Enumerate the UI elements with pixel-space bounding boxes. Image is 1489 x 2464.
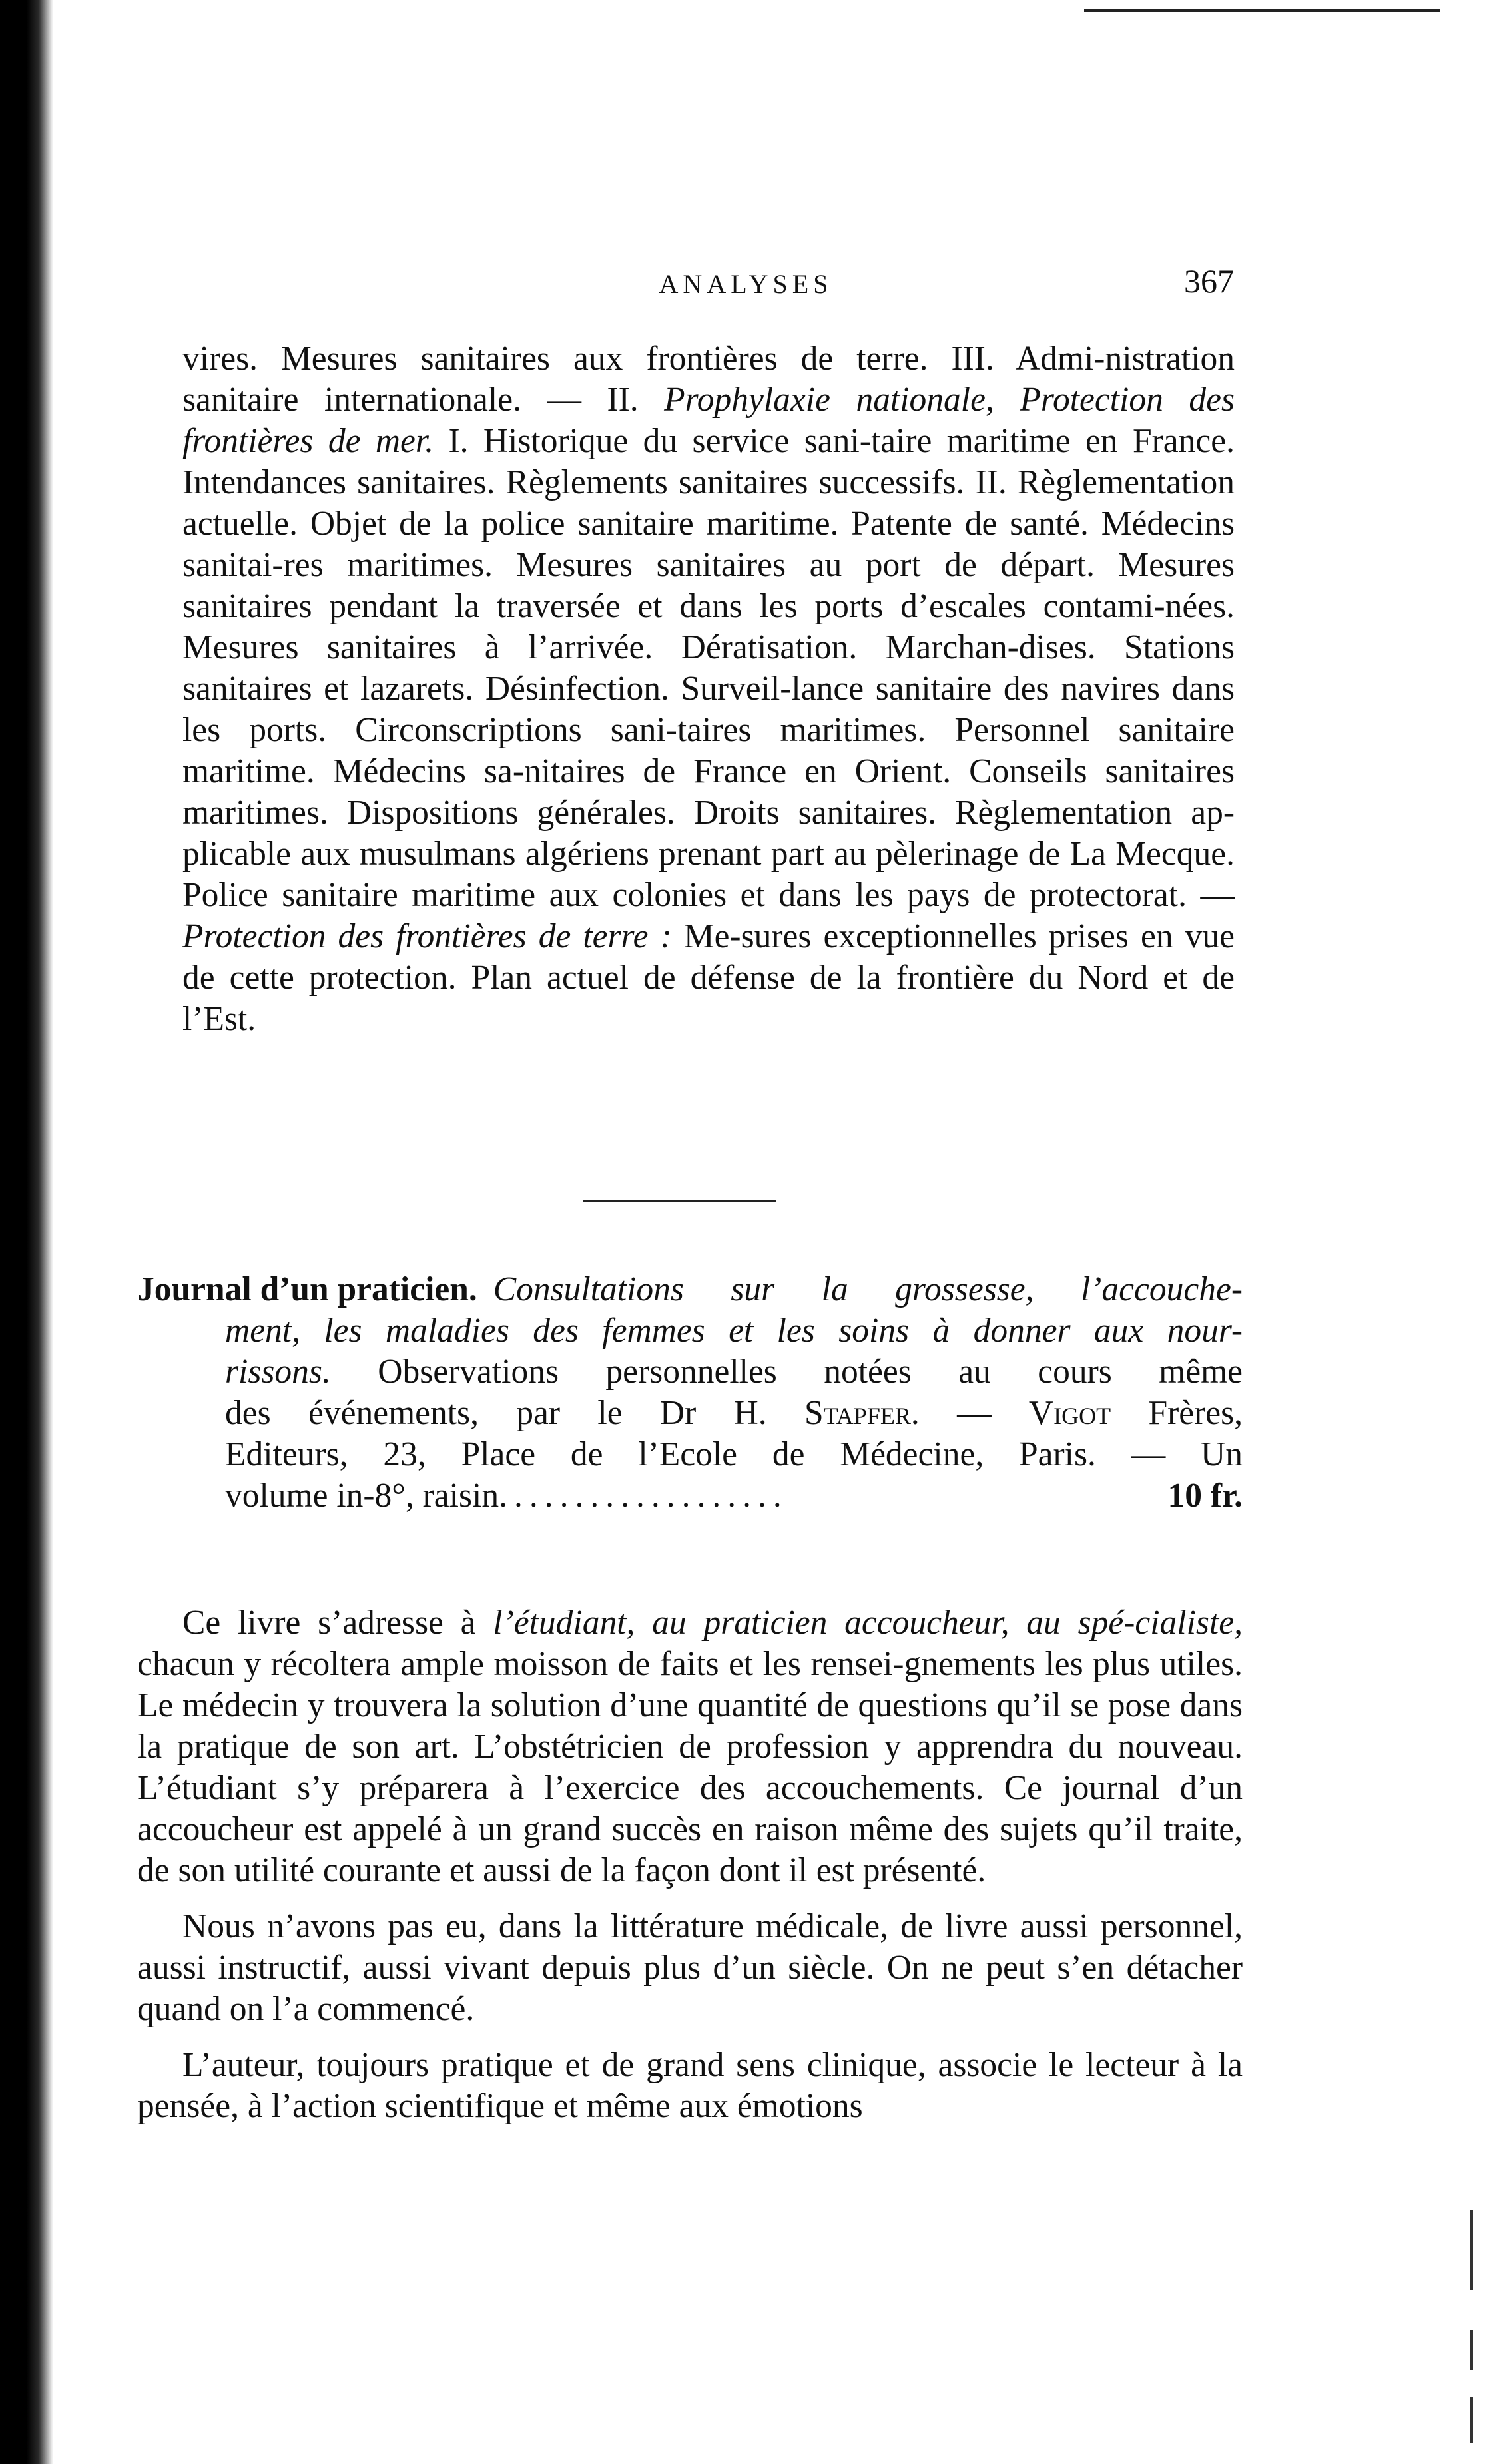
text-run: Observations personnelles notées au cours même [330, 1353, 1243, 1391]
text-run: volume in-8°, raisin [225, 1477, 499, 1515]
entry-line [225, 1352, 1243, 1393]
text-run: des événements, par le Dr H. [225, 1394, 805, 1432]
contents-paragraph [182, 338, 1235, 1040]
italic-run: Consultations sur la grossesse, l’accouche- [493, 1270, 1243, 1308]
italic-run: Protection des frontières de terre : [182, 917, 672, 955]
entry-price-line [225, 1475, 1243, 1517]
italic-run: rissons. [225, 1353, 331, 1391]
review-paragraph [137, 1906, 1243, 2030]
text-run: Me-sures exceptionnelles prises en vue de cette protection. Plan actuel de défense de la frontière du Nord et de l’Est. [182, 917, 1235, 1038]
page-number: 367 [1184, 262, 1234, 300]
review-paragraph [137, 2045, 1243, 2127]
review-text [137, 1602, 1243, 2142]
text-run: Ce livre s’adresse à [182, 1604, 493, 1642]
italic-run: l’étudiant, au praticien accoucheur, au spé-cialiste, [493, 1604, 1243, 1642]
running-head: ANALYSES [659, 269, 833, 299]
entry-subtitle-line [493, 1269, 1243, 1310]
publisher-name: Vigot [1028, 1394, 1111, 1432]
book-spine-shadow [0, 0, 53, 2464]
italic-run: Prophylaxie nationale, Protection des frontières de mer. [182, 381, 1235, 460]
italic-run: ment, les maladies des femmes et les soins à donner aux nour- [225, 1312, 1243, 1350]
top-edge-rule [1084, 9, 1440, 12]
text-run: L’auteur, toujours pratique et de grand sens clinique, associe le lecteur à la pensée, à l’action scientifique et même aux émotions [137, 2046, 1243, 2125]
text-run: I. Historique du service sani-taire maritime en France. Intendances sanitaires. Règlements sanitaires successifs. II. Règlementation actuelle. Objet de la police sanitaire maritime. Patente de santé. Médecins sanitai-res maritimes. Mesures sanitaires au port de départ. Mesures sanitaires pendant la traversée et dans les ports d’escales contami-nées. Mesures sanitaires à l’arrivée. Dératisation. Marchan-dises. Stations sanitaires et lazarets. Désinfection. Surveil-lance sanitaire des navires dans les ports. Circonscriptions sani-taires maritimes. Personnel sanitaire maritime. Médecins sa-nitaires de France en Orient. Conseils sanitaires maritimes. Dispositions générales. Droits sanitaires. Règlementation ap-plicable aux musulmans algériens prenant part au pèlerinage de La Mecque. Police sanitaire maritime aux colonies et dans les pays de protectorat. — [182, 422, 1235, 914]
entry-line [225, 1393, 1243, 1434]
entry-line [225, 1310, 1243, 1352]
text-run: Frères, [1111, 1394, 1243, 1432]
entry-line: Editeurs, 23, Place de l’Ecole de Médecine, Paris. — Un [225, 1435, 1243, 1473]
entry-first-line [137, 1269, 1243, 1310]
text-run: chacun y récoltera ample moisson de faits et les rensei-gnements les plus utiles. Le médecin y trouvera la solution d’une quantité de questions qu’il se pose dans la pratique de son art. L’obstétricien de profession y apprendra du nouveau. L’étudiant s’y préparera à l’exercice des accouchements. Ce journal d’un accoucheur est appelé à un grand succès en raison même des sujets qu’il traite, de son utilité courante et aussi de la façon dont il est présenté. [137, 1645, 1243, 1889]
entry-title: Journal d’un praticien. [137, 1270, 477, 1308]
text-run: . — [910, 1394, 1029, 1432]
author-name: Stapfer [804, 1394, 911, 1432]
book-entry [137, 1269, 1243, 1517]
text-run: vires. Mesures sanitaires aux frontières de terre. III. Admi-nistration sanitaire internationale. — II. [182, 340, 1235, 419]
entry-details [137, 1310, 1243, 1517]
text-run: Nous n’avons pas eu, dans la littérature médicale, de livre aussi personnel, aussi instructif, aussi vivant depuis plus d’un siècle. On ne peut s’en détacher quand on l’a commencé. [137, 1907, 1243, 2028]
section-separator [583, 1200, 776, 1202]
scan-edge-marks [1465, 2197, 1485, 2450]
review-paragraph [137, 1602, 1243, 1891]
continued-table-of-contents [182, 338, 1235, 1040]
dot-leaders: ................... [499, 1477, 788, 1515]
price: 10 fr. [1167, 1477, 1243, 1515]
